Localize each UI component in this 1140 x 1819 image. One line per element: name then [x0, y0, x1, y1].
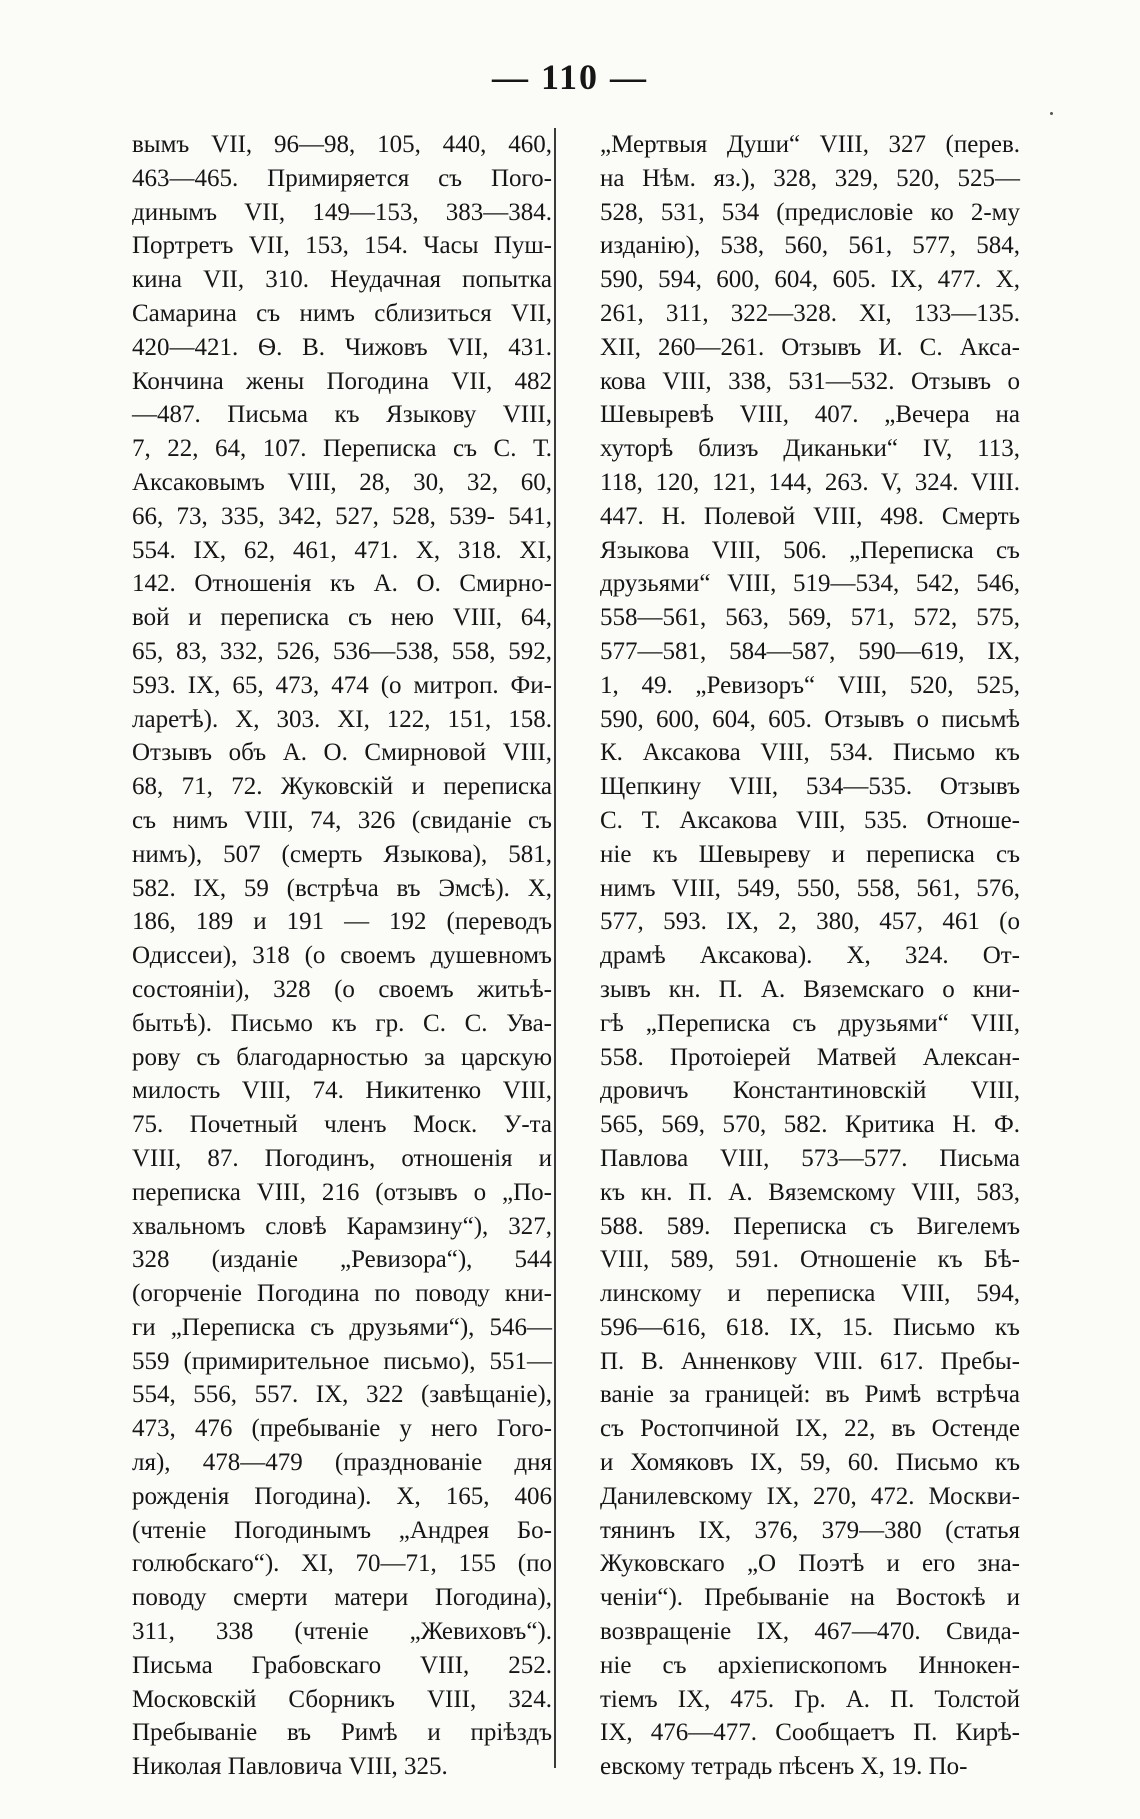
text-line: Щепкину VIII, 534—535. Отзывъ — [600, 773, 1020, 801]
text-line: Жуковскаго „О Поэтѣ и его зна- — [600, 1550, 1020, 1578]
text-line: 463—465. Примиряется съ Пого- — [132, 164, 552, 192]
text-line: хуторѣ близъ Диканьки“ IV, 113, — [600, 435, 1020, 463]
text-line: Павлова VIII, 573—577. Письма — [600, 1144, 1020, 1172]
text-line: Московскій Сборникъ VIII, 324. — [132, 1685, 552, 1713]
text-line: Пребываніе въ Римѣ и пріѣздъ — [132, 1719, 552, 1747]
text-line: 142. Отношенія къ А. О. Смирно- — [132, 570, 552, 598]
text-line: 75. Почетный членъ Моск. У-та — [132, 1111, 552, 1139]
text-line: П. В. Анненкову VIII. 617. Пребы- — [600, 1347, 1020, 1375]
text-line: зывъ кн. П. А. Вяземскаго о кни- — [600, 975, 1020, 1003]
text-line: 559 (примирительное письмо), 551— — [132, 1347, 552, 1375]
text-line: 558—561, 563, 569, 571, 572, 575, — [600, 604, 1020, 632]
text-line: состояніи), 328 (о своемъ житьѣ- — [132, 975, 552, 1003]
text-line: 554. IX, 62, 461, 471. X, 318. XI, — [132, 536, 552, 564]
text-line: нимъ VIII, 549, 550, 558, 561, 576, — [600, 874, 1020, 902]
text-line: драмѣ Аксакова). X, 324. От- — [600, 942, 1020, 970]
text-line: ніе съ архіепископомъ Иннокен- — [600, 1651, 1020, 1679]
text-line: ченіи“). Пребываніе на Востокѣ и — [600, 1584, 1020, 1612]
text-line: кина VII, 310. Неудачная попытка — [132, 266, 552, 294]
text-line: 593. IX, 65, 473, 474 (о митроп. Фи- — [132, 671, 552, 699]
text-line: рожденія Погодина). X, 165, 406 — [132, 1482, 552, 1510]
text-line: ларетѣ). X, 303. XI, 122, 151, 158. — [132, 705, 552, 733]
text-line: друзьями“ VIII, 519—534, 542, 546, — [600, 570, 1020, 598]
text-line: Аксаковымъ VIII, 28, 30, 32, 60, — [132, 468, 552, 496]
text-line: динымъ VII, 149—153, 383—384. — [132, 198, 552, 226]
column-left — [132, 128, 552, 1784]
paper-speck — [1050, 112, 1053, 115]
text-line: 565, 569, 570, 582. Критика Н. Ф. — [600, 1111, 1020, 1139]
text-line: 577, 593. IX, 2, 380, 457, 461 (о — [600, 908, 1020, 936]
text-line: милость VIII, 74. Никитенко VIII, — [132, 1077, 552, 1105]
text-line: тянинъ IX, 376, 379—380 (статья — [600, 1516, 1020, 1544]
text-line: VIII, 589, 591. Отношеніе къ Бѣ- — [600, 1246, 1020, 1274]
text-line: 328 (изданіе „Ревизора“), 544 — [132, 1246, 552, 1274]
text-line: Портретъ VII, 153, 154. Часы Пуш- — [132, 232, 552, 260]
text-line: тіемъ IX, 475. Гр. А. П. Толстой — [600, 1685, 1020, 1713]
text-line: 596—616, 618. IX, 15. Письмо къ — [600, 1313, 1020, 1341]
text-line: къ кн. П. А. Вяземскому VIII, 583, — [600, 1178, 1020, 1206]
page-number: — 110 — — [491, 57, 648, 97]
text-line: ніе къ Шевыреву и переписка съ — [600, 840, 1020, 868]
text-line: изданію), 538, 560, 561, 577, 584, — [600, 232, 1020, 260]
text-line: (огорченіе Погодина по поводу кни- — [132, 1280, 552, 1308]
text-line: Самарина съ нимъ сблизиться VII, — [132, 299, 552, 327]
text-line: 118, 120, 121, 144, 263. V, 324. VIII. — [600, 468, 1020, 496]
text-line: съ нимъ VIII, 74, 326 (свиданіе съ — [132, 806, 552, 834]
text-line: 65, 83, 332, 526, 536—538, 558, 592, — [132, 637, 552, 665]
text-line: 554, 556, 557. IX, 322 (завѣщаніе), — [132, 1381, 552, 1409]
text-line: гѣ „Переписка съ друзьями“ VIII, — [600, 1009, 1020, 1037]
text-line: 447. Н. Полевой VIII, 498. Смерть — [600, 502, 1020, 530]
text-line: 311, 338 (чтеніе „Жевиховъ“). — [132, 1618, 552, 1646]
text-line: на Нѣм. яз.), 328, 329, 520, 525— — [600, 164, 1020, 192]
text-line: 186, 189 и 191 — 192 (переводъ — [132, 908, 552, 936]
text-line: 588. 589. Переписка съ Вигелемъ — [600, 1212, 1020, 1240]
text-line: „Мертвыя Души“ VIII, 327 (перев. — [600, 131, 1020, 158]
text-line: и Хомяковъ IX, 59, 60. Письмо къ — [600, 1449, 1020, 1477]
text-line: 473, 476 (пребываніе у него Гого- — [132, 1415, 552, 1443]
text-line: съ Ростопчиной IX, 22, въ Остенде — [600, 1415, 1020, 1443]
text-line: дровичъ Константиновскій VIII, — [600, 1077, 1020, 1105]
text-line: Данилевскому IX, 270, 472. Москви- — [600, 1482, 1020, 1510]
text-line: 528, 531, 534 (предисловіе ко 2-му — [600, 198, 1020, 226]
text-line: Письма Грабовскаго VIII, 252. — [132, 1651, 552, 1679]
text-line: 66, 73, 335, 342, 527, 528, 539- 541, — [132, 502, 552, 530]
text-line: поводу смерти матери Погодина), — [132, 1584, 552, 1612]
text-line: линскому и переписка VIII, 594, — [600, 1280, 1020, 1308]
text-line: 68, 71, 72. Жуковскій и переписка — [132, 773, 552, 801]
text-line: рову съ благодарностью за царскую — [132, 1043, 552, 1071]
column-right — [600, 128, 1020, 1784]
text-line: 558. Протоіерей Матвей Алексан- — [600, 1043, 1020, 1071]
text-line: переписка VIII, 216 (отзывъ о „По- — [132, 1178, 552, 1206]
text-line: 420—421. Ѳ. В. Чижовъ VII, 431. — [132, 333, 552, 361]
text-line: Языкова VIII, 506. „Переписка съ — [600, 536, 1020, 564]
text-line: Отзывъ объ А. О. Смирновой VIII, — [132, 739, 552, 767]
text-line: вой и переписка съ нею VIII, 64, — [132, 604, 552, 632]
text-line: (чтеніе Погодинымъ „Андрея Бо- — [132, 1516, 552, 1544]
text-line: Одиссеи), 318 (о своемъ душевномъ — [132, 942, 552, 970]
text-line: вымъ VII, 96—98, 105, 440, 460, — [132, 131, 552, 158]
text-line: Николая Павловича VIII, 325. — [132, 1753, 448, 1781]
text-line: ля), 478—479 (празднованіе дня — [132, 1449, 552, 1477]
text-line: ги „Переписка съ друзьями“), 546— — [132, 1313, 552, 1341]
text-line: 577—581, 584—587, 590—619, IX, — [600, 637, 1020, 665]
text-line: С. Т. Аксакова VIII, 535. Отноше- — [600, 806, 1020, 834]
text-line: нимъ), 507 (смерть Языкова), 581, — [132, 840, 552, 868]
text-line: 590, 600, 604, 605. Отзывъ о письмѣ — [600, 705, 1020, 733]
text-line: бытьѣ). Письмо къ гр. С. С. Ува- — [132, 1009, 552, 1037]
text-line: ваніе за границей: въ Римѣ встрѣча — [600, 1381, 1020, 1409]
text-line: К. Аксакова VIII, 534. Письмо къ — [600, 739, 1020, 767]
text-line: 261, 311, 322—328. XI, 133—135. — [600, 299, 1020, 327]
text-line: 7, 22, 64, 107. Переписка съ С. Т. — [132, 435, 552, 463]
text-line: возвращеніе IX, 467—470. Свида- — [600, 1618, 1020, 1646]
text-line: Кончина жены Погодина VII, 482 — [132, 367, 552, 395]
text-line: 1, 49. „Ревизоръ“ VIII, 520, 525, — [600, 671, 1020, 699]
text-line: 590, 594, 600, 604, 605. IX, 477. X, — [600, 266, 1020, 294]
text-line: VIII, 87. Погодинъ, отношенія и — [132, 1144, 552, 1172]
text-line: —487. Письма къ Языкову VIII, — [132, 401, 552, 429]
text-line: 582. IX, 59 (встрѣча въ Эмсѣ). X, — [132, 874, 552, 902]
column-divider — [554, 128, 556, 1768]
text-line: XII, 260—261. Отзывъ И. С. Акса- — [600, 333, 1020, 361]
text-line: IX, 476—477. Сообщаетъ П. Кирѣ- — [600, 1719, 1020, 1747]
text-line: евскому тетрадь пѣсенъ X, 19. По- — [600, 1753, 968, 1781]
text-line: кова VIII, 338, 531—532. Отзывъ о — [600, 367, 1020, 395]
text-line: хвальномъ словѣ Карамзину“), 327, — [132, 1212, 552, 1240]
text-line: Шевыревѣ VIII, 407. „Вечера на — [600, 401, 1020, 429]
text-line: голюбскаго“). XI, 70—71, 155 (по — [132, 1550, 552, 1578]
